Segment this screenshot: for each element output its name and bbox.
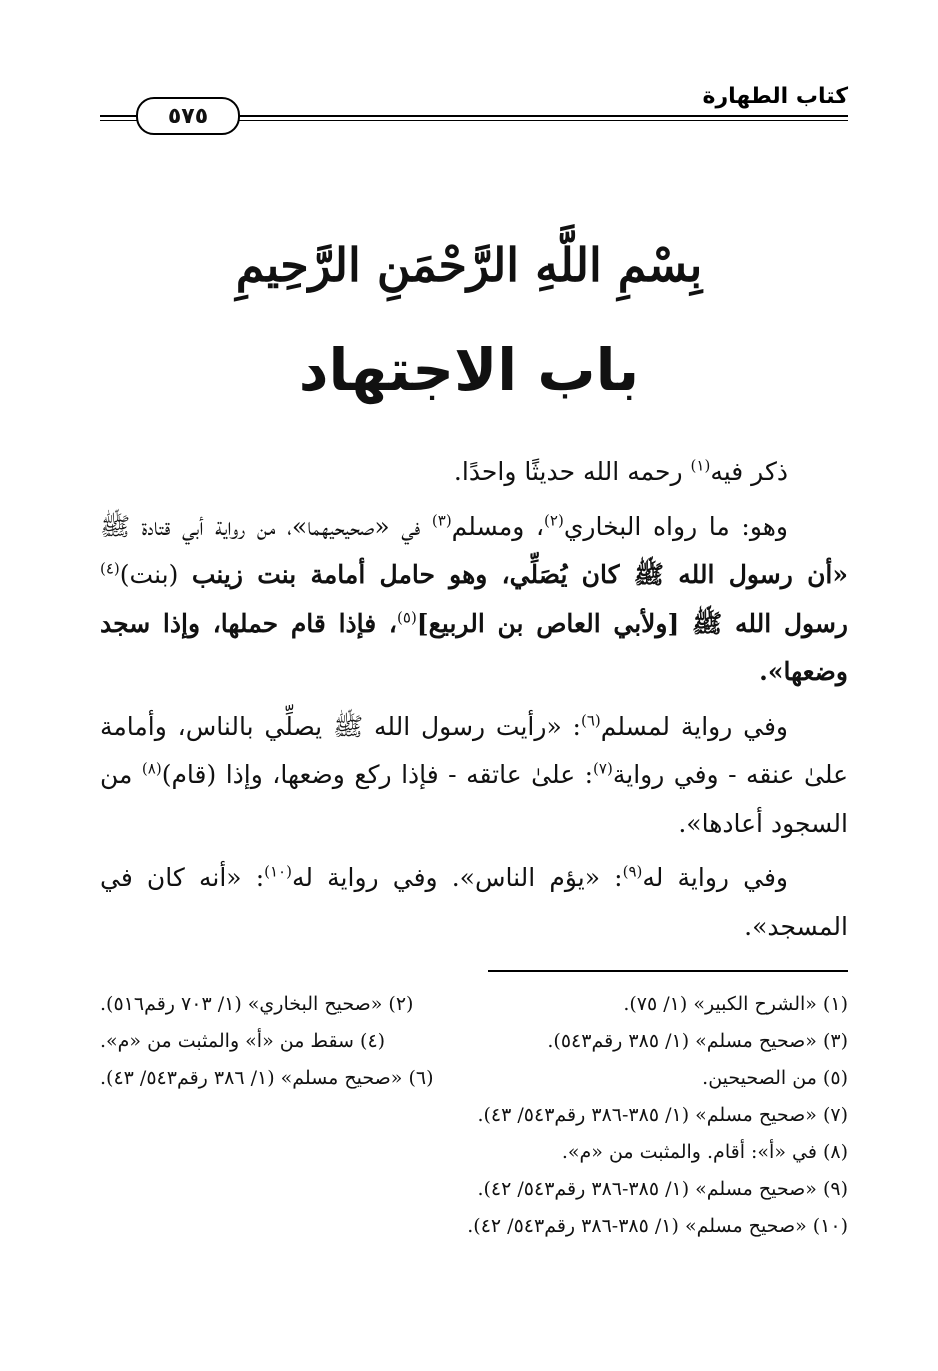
footnote-row — [100, 986, 848, 1023]
footnote-ref-3: (٣) — [431, 511, 452, 530]
footnote-ref-2: (٢) — [544, 511, 564, 530]
footnote-2: (٢) «صحيح البخاري» (١/ ٧٠٣ رقم٥١٦). — [100, 993, 414, 1015]
footnote-row — [100, 1208, 848, 1245]
text-run: وفي رواية لمسلم — [600, 711, 788, 741]
footnote-ref-5: (٥) — [397, 608, 417, 627]
text-run: ، ومسلم — [451, 511, 545, 541]
page-number-badge — [136, 97, 240, 135]
paragraph-3 — [100, 703, 848, 849]
paragraph-4 — [100, 854, 848, 951]
text-run: : «أنه كان في المسجد». — [100, 863, 848, 941]
footnote-9: (٩) «صحيح مسلم» (١/ ٣٨٥-٣٨٦ رقم٥٤٣/ ٤٢). — [477, 1178, 848, 1200]
text-run: في «صحيحيهما»، من رواية أبي قتادة ﷺ — [100, 511, 432, 541]
footnote-3: (٣) «صحيح مسلم» (١/ ٣٨٥ رقم٥٤٣). — [547, 1030, 848, 1052]
footnote-10: (١٠) «صحيح مسلم» (١/ ٣٨٥-٣٨٦ رقم٥٤٣/ ٤٢). — [467, 1215, 848, 1237]
page-number: ٥٧٥ — [167, 103, 209, 129]
hadith-text: رسول الله ﷺ [ولأبي العاص بن الربيع] — [416, 608, 848, 638]
footnote-ref-9: (٩) — [622, 862, 643, 881]
footnote-ref-7: (٧) — [593, 759, 613, 778]
paragraph-2 — [100, 503, 848, 697]
text-run: : «رأيت رسول الله ﷺ يصلِّي بالناس، وأمامة علىٰ عنقه - وفي رواية — [100, 711, 849, 789]
footnote-row — [100, 1060, 848, 1097]
basmala-calligraphy: بِسْمِ اللَّهِ الرَّحْمَنِ الرَّحِيمِ — [235, 238, 703, 292]
footnote-4: (٤) سقط من «أ» والمثبت من «م». — [100, 1030, 386, 1052]
text-run: من السجود أعادها». — [100, 760, 848, 838]
hadith-text: ، فإذا قام حملها، وإذا سجد وضعها». — [100, 608, 848, 686]
paragraph-1 — [100, 448, 848, 497]
footnote-ref-10: (١٠) — [264, 862, 292, 881]
text-run: وهو: ما رواه البخاري — [563, 511, 788, 541]
text-run: : علىٰ عاتقه - فإذا ركع وضعها، وإذا (قام) — [161, 760, 594, 789]
footnote-row — [100, 1134, 848, 1171]
text-run: ذكر فيه — [710, 457, 788, 486]
footnote-ref-1: (١) — [690, 456, 711, 475]
text-run: : «يؤم الناس». وفي رواية له — [291, 863, 623, 892]
footnote-1: (١) «الشرح الكبير» (١/ ٧٥). — [623, 993, 848, 1015]
text-run: وفي رواية له — [642, 863, 788, 892]
book-title: كتاب الطهارة — [702, 84, 848, 109]
footnote-7: (٧) «صحيح مسلم» (١/ ٣٨٥-٣٨٦ رقم٥٤٣/ ٤٣). — [477, 1104, 848, 1126]
footnote-row — [100, 1171, 848, 1208]
footnote-ref-4: (٤) — [100, 559, 120, 578]
main-text — [100, 448, 848, 957]
footnote-6: (٦) «صحيح مسلم» (١/ ٣٨٦ رقم٥٤٣/ ٤٣). — [100, 1067, 434, 1089]
hadith-text: «أن رسول الله ﷺ كان يُصَلِّي، وهو حامل أمامة بنت زينب — [191, 560, 848, 589]
footnote-separator — [488, 970, 848, 972]
footnote-row — [100, 1097, 848, 1134]
footnote-ref-8: (٨) — [141, 759, 162, 778]
footnote-5: (٥) من الصحيحين. — [702, 1067, 848, 1089]
footnotes — [100, 986, 848, 1245]
footnote-ref-6: (٦) — [580, 711, 601, 730]
footnote-row — [100, 1023, 848, 1060]
text-run: (بنت) — [119, 560, 192, 589]
chapter-title: باب الاجتهاد — [298, 336, 640, 404]
text-run: رحمه الله حديثًا واحدًا. — [453, 457, 691, 486]
running-header — [100, 82, 848, 129]
footnote-8: (٨) في «أ»: أقام. والمثبت من «م». — [561, 1141, 848, 1163]
